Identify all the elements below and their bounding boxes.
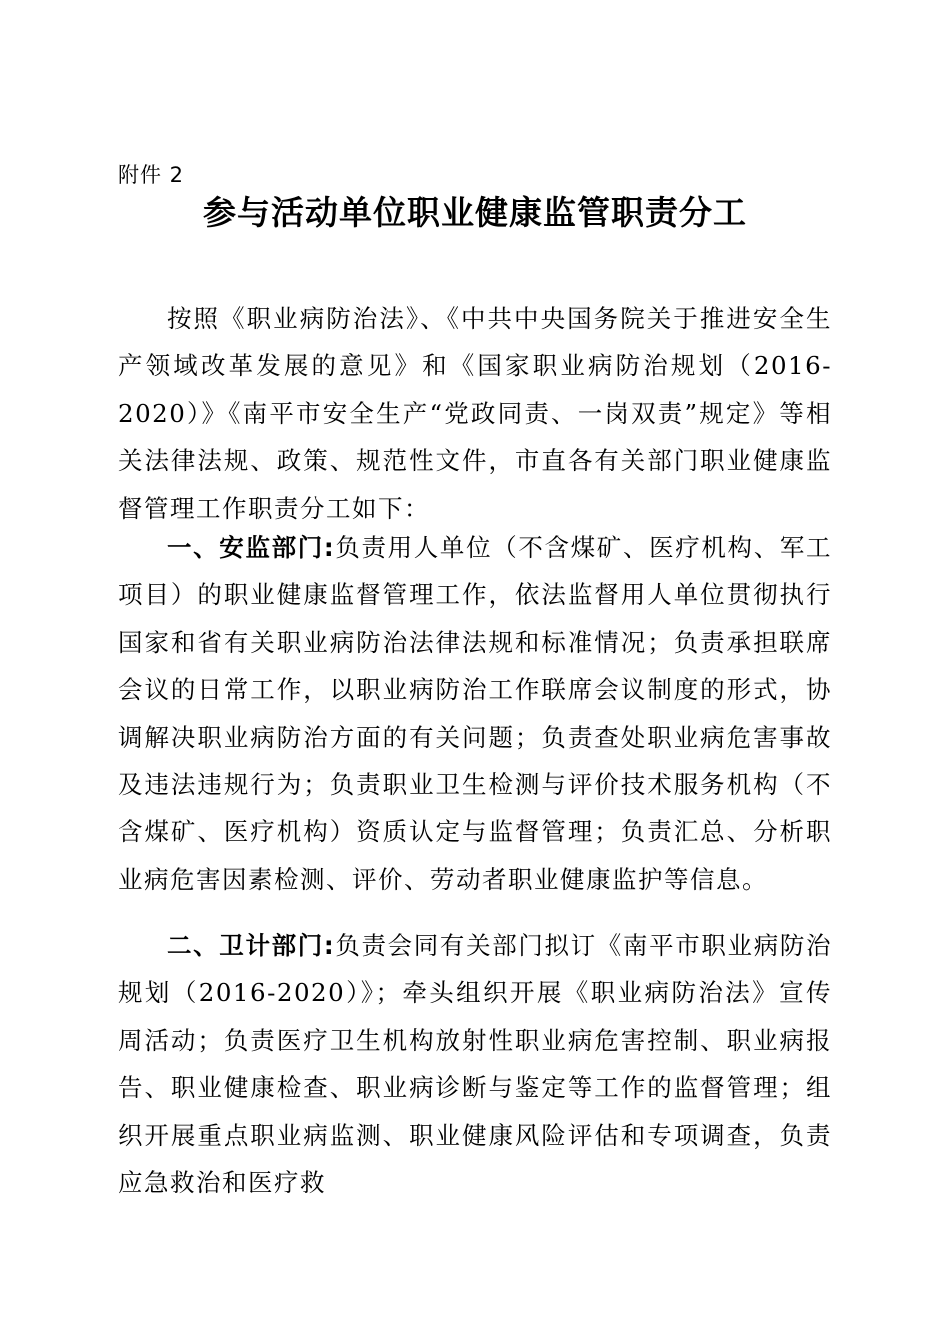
section-1-text: 负责用人单位（不含煤矿、医疗机构、军工项目）的职业健康监督管理工作，依法监督用人单位贯彻执行国家和省有关职业病防治法律法规和标准情况；负责承担联席会议的日常工作，以职业病防治工作联席会议制度的形式，协调解决职业病防治方面的有关问题；负责查处职业病危害事故及违法违规行为；负责职业卫生检测与评价技术服务机构（不含煤矿、医疗机构）资质认定与监督管理；负责汇总、分析职业病危害因素检测、评价、劳动者职业健康监护等信息。 [118,533,832,894]
attachment-label: 附件 2 [118,163,185,187]
document-title: 参与活动单位职业健康监管职责分工 [203,193,747,232]
section-2-text: 负责会同有关部门拟订《南平市职业病防治规划（2016-2020）》；牵头组织开展《职业病防治法》宣传周活动；负责医疗卫生机构放射性职业病危害控制、职业病报告、职业健康检查、职业病诊断与鉴定等工作的监督管理；组织开展重点职业病监测、职业健康风险评估和专项调查，负责应急救治和医疗救 [118,931,832,1198]
section-2-heading: 二、卫计部门: [167,931,336,960]
intro-paragraph: 按照《职业病防治法》、《中共中央国务院关于推进安全生产领域改革发展的意见》和《国家职业病防治规划（2016-2020）》《南平市安全生产“党政同责、一岗双责”规定》等相关法律法规、政策、规范性文件，市直各有关部门职业健康监督管理工作职责分工如下： [118,304,832,523]
section-1-block [118,524,832,903]
section-1-paragraph [118,524,832,903]
section-2-paragraph [118,922,832,1206]
section-1-heading: 一、安监部门: [167,533,336,562]
intro-paragraph-block [118,295,832,532]
section-2-block [118,922,832,1206]
